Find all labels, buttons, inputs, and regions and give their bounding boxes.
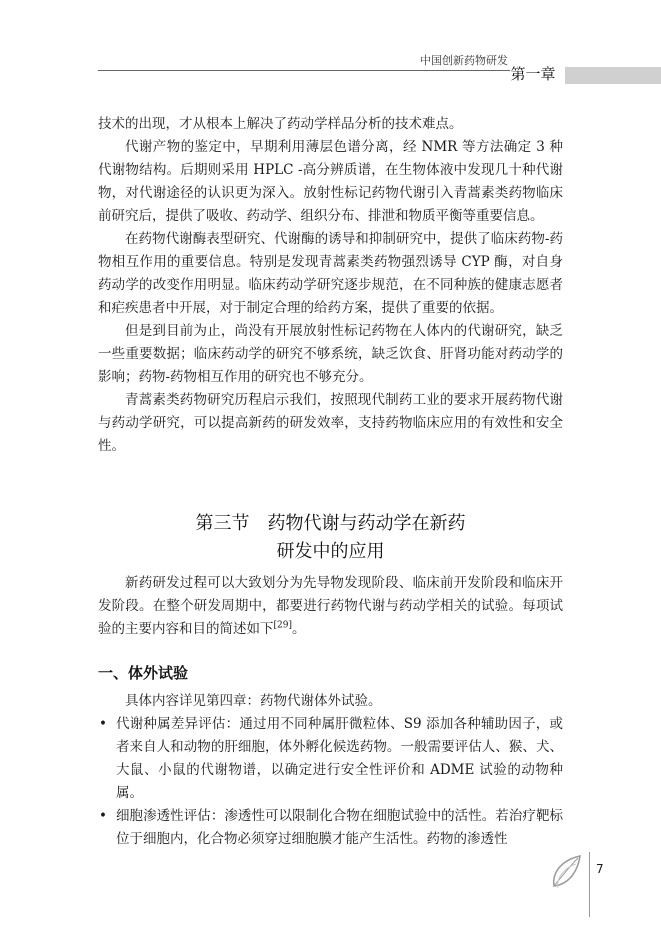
bullet-text: 细胞渗透性评估：渗透性可以限制化合物在细胞试验中的活性。若治疗靶标位于细胞内，化合物必须穿过细胞膜才能产生活性。药物的渗透性: [116, 808, 563, 847]
header-gray-bar: [565, 67, 661, 84]
paragraph: 技术的出现，才从根本上解决了药动学样品分析的技术难点。: [98, 116, 463, 132]
bullet-item: [98, 713, 563, 805]
intro-text: 新药研发过程可以大致划分为先导物发现阶段、临床前开发阶段和临床开发阶段。在整个研发周期中，都要进行药物代谢与药动学相关的试验。每项试验的主要内容和目的简述如下: [98, 575, 563, 637]
chapter-label: 第一章: [510, 65, 556, 83]
page-number: 7: [596, 862, 604, 876]
running-header-title: 中国创新药物研发: [420, 54, 508, 67]
section-title-line-1: 第三节 药物代谢与药动学在新药: [195, 513, 466, 534]
footer-rule: [589, 852, 590, 917]
intro-end: 。: [291, 621, 306, 637]
bullet-text: 代谢种属差异评估：通过用不同种属肝微粒体、S9 添加各种辅助因子，或者来自人和动物的肝细胞，体外孵化候选药物。一般需要评估人、猴、犬、大鼠、小鼠的代谢物谱，以确定进行安全性评价和 ADME 试验的动物种属。: [116, 716, 563, 801]
section-title: [98, 510, 563, 566]
bullet-item: [98, 805, 563, 851]
leaf-icon: [548, 852, 586, 892]
paragraph: 但是到目前为止，尚没有开展放射性标记药物在人体内的代谢研究，缺乏一些重要数据；临床药动学的研究不够系统，缺乏饮食、肝肾功能对药动学的影响；药物-药物相互作用的研究也不够充分。: [98, 323, 563, 385]
paragraph: 代谢产物的鉴定中，早期利用薄层色谱分离，经 NMR 等方法确定 3 种代谢物结构。后期则采用 HPLC -高分辨质谱，在生物体液中发现几十种代谢物，对代谢途径的认识更为深入。放射性标记药物代谢引入青蒿素类药物临床前研究后，提供了吸收、药动学、组织分布、排泄和物质平衡等重要信息。: [98, 139, 563, 224]
bullet-icon: •: [99, 808, 107, 824]
bullet-icon: •: [99, 716, 107, 732]
paragraph: 青蒿素类药物研究历程启示我们，按照现代制药工业的要求开展药物代谢与药动学研究，可以提高新药的研发效率，支持药物临床应用的有效性和安全性。: [98, 392, 563, 454]
section-title-line-2: 研发中的应用: [276, 541, 385, 562]
intro-paragraph: [98, 572, 563, 641]
paragraph: 在药物代谢酶表型研究、代谢酶的诱导和抑制研究中，提供了临床药物-药物相互作用的重要信息。特别是发现青蒿素类药物强烈诱导 CYP 酶，对自身药动学的改变作用明显。临床药动学研究逐步规范，在不同种族的健康志愿者和疟疾患者中开展，对于制定合理的给药方案，提供了重要的依据。: [98, 231, 563, 316]
subsection-heading: 一、体外试验: [98, 664, 189, 682]
section2-text: [98, 572, 563, 641]
citation-marker: [29]: [273, 620, 292, 631]
header-rule: [98, 70, 510, 71]
section1-text: [98, 113, 563, 458]
lead-paragraph: 具体内容详见第四章：药物代谢体外试验。: [125, 693, 382, 709]
subsection-text: [98, 690, 563, 851]
